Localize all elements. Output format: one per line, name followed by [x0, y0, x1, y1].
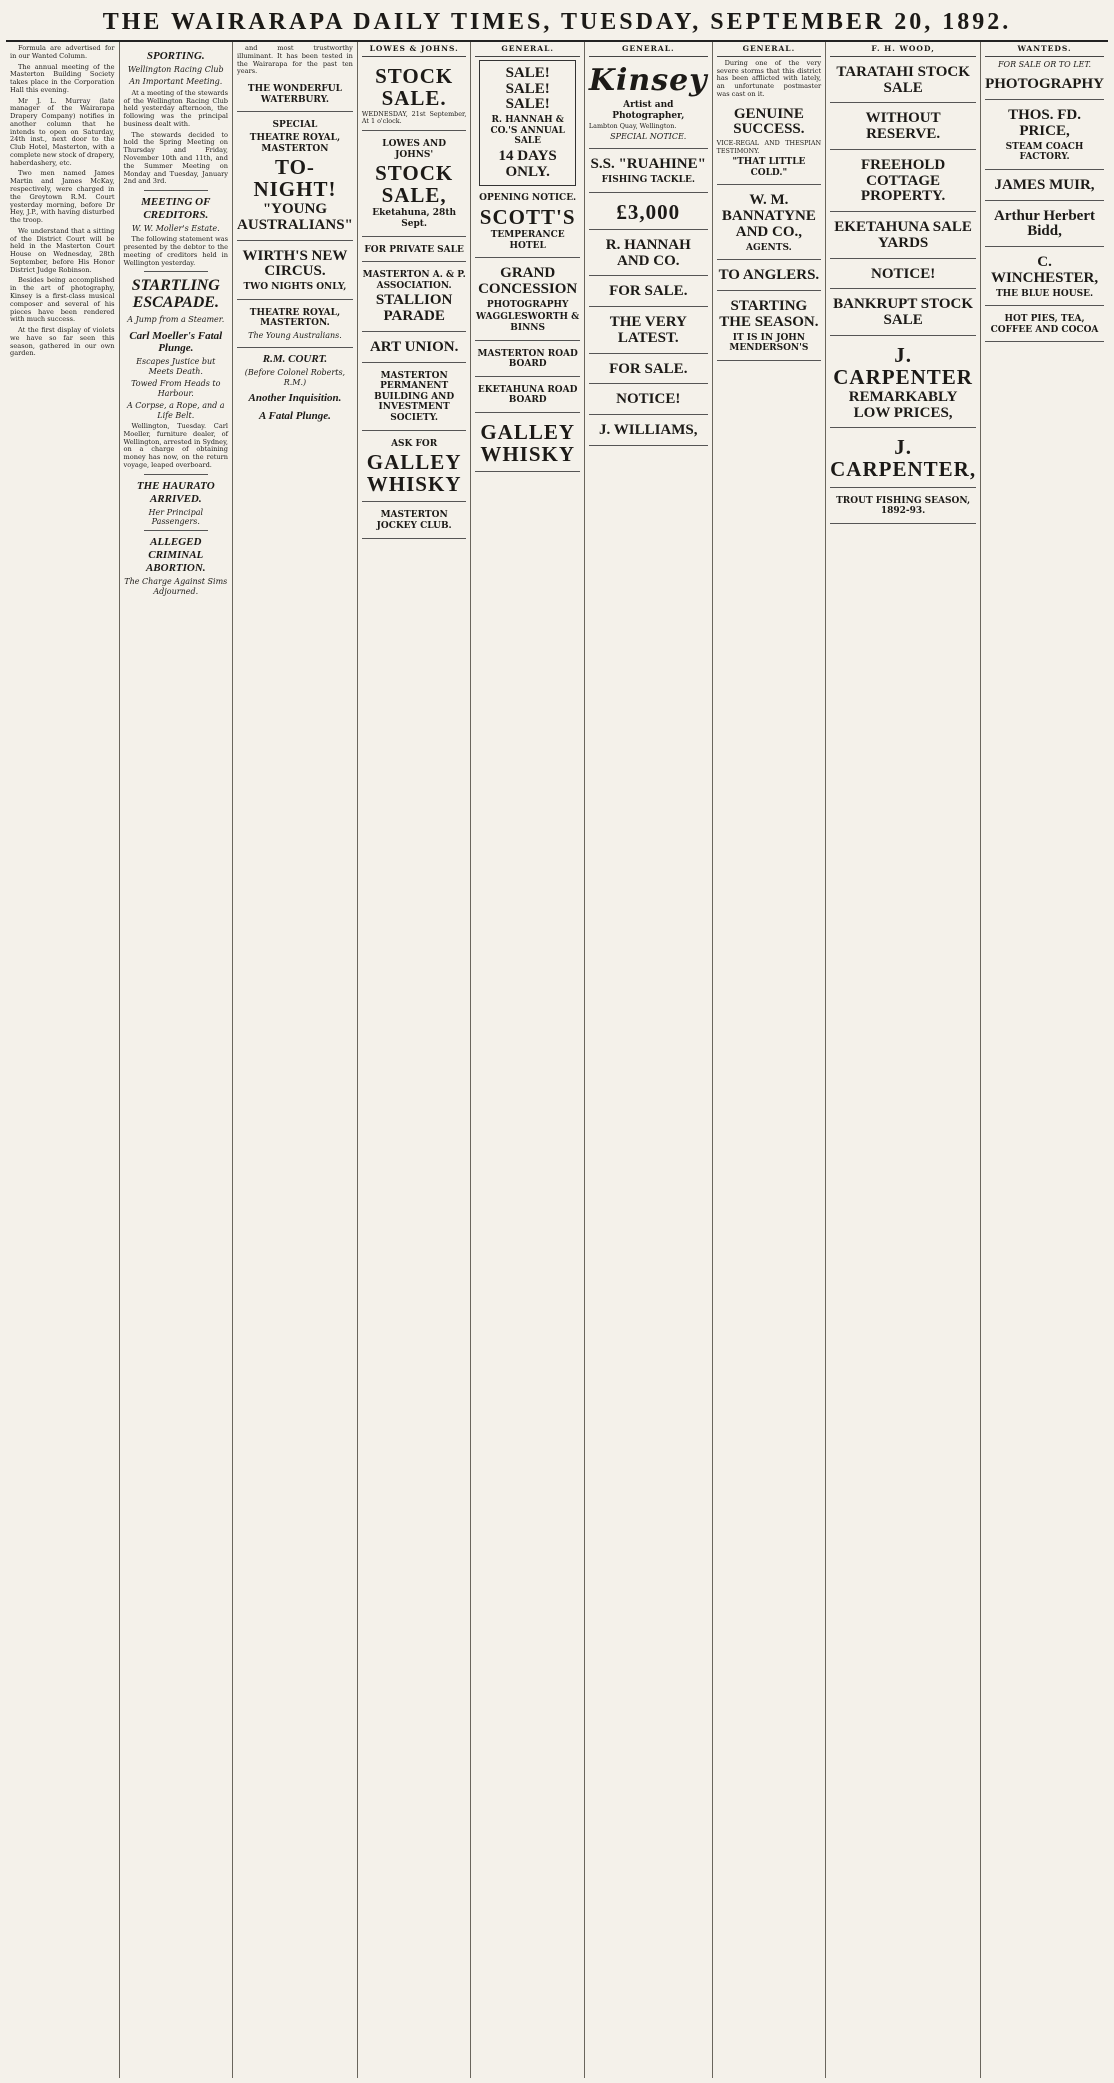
- advertisement: [830, 431, 976, 487]
- advertisement: [237, 303, 353, 349]
- ad-heading: SPECIAL: [272, 120, 318, 131]
- advertisement: [237, 115, 353, 240]
- ad-title: REMARKABLY LOW PRICES,: [848, 388, 958, 421]
- column-2: [120, 42, 234, 2078]
- ad-heading: FOR PRIVATE SALE: [364, 244, 464, 255]
- advertisement: [362, 60, 467, 131]
- paragraph: We understand that a sitting of the District Court will be held in the Masterton Court House on Wednesday, 28th September, before His Honor District Judge Robinson.: [10, 226, 115, 274]
- paragraph: At a meeting of the stewards of the Wellington Racing Club held yesterday afternoon, the following was the principal business dealt with.: [123, 88, 229, 128]
- advertisement: [985, 103, 1104, 170]
- column-header: GENERAL.: [717, 45, 822, 57]
- ad-title: "YOUNG AUSTRALIANS": [237, 201, 353, 233]
- subheadline: The Charge Against Sims Adjourned.: [124, 577, 228, 596]
- ad-title: WITHOUT RESERVE.: [865, 110, 941, 143]
- column-5: [471, 42, 585, 2078]
- ad-heading: FISHING TACKLE.: [601, 175, 695, 186]
- newspaper-title: THE WAIRARAPA DAILY TIMES, TUESDAY, SEPTEMBER 20, 1892.: [102, 9, 1012, 35]
- columns: [6, 42, 1108, 2078]
- ad-heading: STEAM COACH FACTORY.: [1005, 141, 1084, 163]
- ad-subtitle: The Young Australians.: [248, 331, 342, 341]
- masthead: [6, 0, 1108, 42]
- ad-title: Arthur Herbert Bidd,: [994, 207, 1095, 240]
- advertisement: [589, 196, 708, 230]
- ad-subtitle: IT IS IN JOHN MENDERSON'S: [729, 332, 809, 354]
- divider: [144, 474, 209, 475]
- ad-title: FREEHOLD COTTAGE PROPERTY.: [860, 156, 946, 205]
- column-header: LOWES & JOHNS.: [362, 45, 467, 57]
- paragraph: and most trustworthy illuminant. It has been tested in the Wairarapa for the past ten years.: [237, 44, 353, 76]
- ad-title: NOTICE!: [616, 391, 681, 408]
- ad-subtitle: TWO NIGHTS ONLY,: [243, 282, 347, 293]
- advertisement: [589, 418, 708, 446]
- ad-title: J. CARPENTER,: [830, 435, 977, 482]
- column-header: GENERAL.: [589, 45, 708, 57]
- column-7: [713, 42, 827, 2078]
- advertisement: [717, 102, 822, 186]
- column-1: [6, 42, 120, 2078]
- paragraph: The stewards decided to hold the Spring Meeting on Thursday and Friday, November 10th and 11th, and the Summer Meeting on Monday and Tuesday, January 2nd and 3rd.: [123, 130, 229, 186]
- ad-title: ART UNION.: [369, 338, 459, 355]
- ad-heading: LOWES AND JOHNS': [382, 139, 447, 160]
- column-header: GENERAL.: [475, 45, 580, 57]
- ad-title: STOCK SALE,: [375, 161, 454, 208]
- ad-title: W. M. BANNATYNE AND CO.,: [721, 192, 816, 240]
- advertisement: [589, 152, 708, 192]
- headline: Another Inquisition.: [248, 392, 342, 405]
- ad-title: THE VERY LATEST.: [609, 314, 687, 346]
- ad-title: STALLION PARADE: [375, 292, 453, 325]
- advertisement: [830, 60, 976, 104]
- subheadline: An Important Meeting.: [129, 77, 223, 87]
- ad-subtitle: PHOTOGRAPHY: [486, 299, 569, 310]
- ad-title: TARATAHI STOCK SALE: [836, 63, 970, 96]
- ad-title: GALLEY WHISKY: [366, 450, 462, 497]
- ad-text: WEDNESDAY, 21st September, At 1 o'clock.: [361, 109, 467, 126]
- ad-title: STOCK SALE.: [375, 63, 454, 110]
- advertisement: [362, 240, 467, 263]
- ad-title: EKETAHUNA SALE YARDS: [834, 219, 972, 251]
- paragraph: Mr J. L. Murray (late manager of the Wairarapa Drapery Company) notifies in another column that he intends to open on Saturday, 24th inst., next door to the Club Hotel, Masterton, with a complete new stock of drapery, haberdashery, etc.: [10, 96, 115, 167]
- ad-title: GENUINE SUCCESS.: [733, 105, 805, 138]
- ad-subtitle: THE BLUE HOUSE.: [995, 288, 1094, 299]
- ad-text: Lambton Quay, Wellington.: [588, 122, 677, 131]
- advertisement: [479, 60, 576, 187]
- column-9: [981, 42, 1108, 2078]
- ad-title: TO ANGLERS.: [718, 267, 820, 284]
- subheadline: A Jump from a Steamer.: [127, 315, 225, 325]
- ad-subtitle: TEMPERANCE HOTEL: [490, 230, 565, 251]
- ad-venue: THEATRE ROYAL, MASTERTON: [249, 132, 341, 154]
- advertisement: [475, 261, 580, 340]
- paragraph: The annual meeting of the Masterton Building Society takes place in the Corporation Hall this evening.: [10, 62, 115, 94]
- subheadline: (Before Colonel Roberts, R.M.): [244, 368, 346, 387]
- advertisement: [830, 153, 976, 212]
- ad-title: SCOTT'S: [479, 205, 576, 230]
- ad-heading: MASTERTON PERMANENT BUILDING AND INVESTMENT SOCIETY.: [374, 370, 455, 424]
- advertisement: [830, 339, 976, 429]
- advertisement: [985, 173, 1104, 201]
- advertisement: [717, 263, 822, 291]
- paragraph: During one of the very severe storms that this district has been afflicted with lately, an unfortunate postmaster was cast on it.: [716, 58, 822, 98]
- ad-title: £3,000: [616, 199, 681, 224]
- ad-heading: HOT PIES, TEA, COFFEE AND COCOA: [990, 314, 1099, 335]
- ad-title: Kinsey: [588, 62, 708, 98]
- advertisement: [985, 250, 1104, 306]
- divider: [144, 190, 209, 191]
- ad-title: TO-NIGHT!: [253, 155, 337, 202]
- advertisement: [717, 294, 822, 361]
- subheadline: Her Principal Passengers.: [148, 507, 204, 527]
- ad-title: J. WILLIAMS,: [599, 422, 698, 439]
- ad-text: VICE-REGAL AND THESPIAN TESTIMONY.: [716, 139, 822, 155]
- paragraph: At the first display of violets we have so far seen this season, gathered in our own garden.: [10, 326, 115, 358]
- paragraph: Formula are advertised for in our Wanted Column.: [10, 44, 115, 60]
- ad-title: NOTICE!: [871, 265, 936, 282]
- ad-subtitle: SPECIAL NOTICE.: [610, 132, 687, 141]
- headline: R.M. COURT.: [262, 353, 328, 366]
- headline: A Fatal Plunge.: [259, 410, 331, 423]
- column-6: [585, 42, 713, 2078]
- ad-title: SALE! SALE! SALE!: [505, 64, 550, 113]
- advertisement: [830, 292, 976, 336]
- column-4: [358, 42, 472, 2078]
- advertisement: [589, 60, 708, 150]
- advertisement: [985, 72, 1104, 100]
- paragraph: Wellington, Tuesday. Carl Moeller, furniture dealer, of Wellington, arrested in Sydney, on a charge of obtaining money has now, on the return voyage, leaped overboard.: [123, 422, 229, 469]
- advertisement: [589, 357, 708, 385]
- ad-heading: THE WONDERFUL WATERBURY.: [247, 84, 342, 105]
- ad-subtitle: Eketahuna, 28th Sept.: [372, 208, 457, 229]
- ad-heading: TROUT FISHING SEASON, 1892-93.: [836, 495, 971, 517]
- ad-heading: "THAT LITTLE COLD.": [732, 157, 806, 178]
- advertisement: [985, 309, 1104, 342]
- advertisement: [362, 505, 467, 538]
- headline: MEETING OF CREDITORS.: [141, 196, 211, 221]
- ad-title: WIRTH'S NEW CIRCUS.: [242, 247, 348, 280]
- ad-heading: MASTERTON JOCKEY CLUB.: [376, 510, 452, 531]
- ad-heading: OPENING NOTICE.: [479, 193, 577, 204]
- advertisement: [589, 387, 708, 415]
- divider: [144, 530, 209, 531]
- advertisement: [830, 215, 976, 259]
- column-header: WANTEDS.: [985, 45, 1104, 57]
- ad-heading: THEATRE ROYAL, MASTERTON.: [249, 307, 341, 329]
- advertisement: [830, 106, 976, 150]
- ad-heading: WAGGLESWORTH & BINNS: [476, 312, 580, 334]
- ad-subtitle: AGENTS.: [746, 242, 792, 253]
- headline: ALLEGED CRIMINAL ABORTION.: [145, 536, 206, 575]
- advertisement: [362, 134, 467, 237]
- ad-title: S.S. "RUAHINE": [590, 156, 706, 173]
- advertisement: [475, 188, 580, 258]
- ad-title: JAMES MUIR,: [994, 176, 1095, 193]
- ad-title: THOS. FD. PRICE,: [1008, 107, 1081, 139]
- advertisement: [362, 335, 467, 363]
- headline: SPORTING.: [146, 50, 205, 62]
- ad-heading: ASK FOR: [391, 438, 438, 449]
- advertisement: [237, 79, 353, 112]
- paragraph: The following statement was presented by the debtor to the meeting of creditors held in Wellington yesterday.: [123, 235, 229, 267]
- ad-heading: MASTERTON A. & P. ASSOCIATION.: [362, 270, 466, 291]
- advertisement: [475, 344, 580, 377]
- advertisement: [589, 233, 708, 277]
- advertisement: [362, 434, 467, 503]
- ad-title: STARTING THE SEASON.: [719, 298, 819, 330]
- headline: STARTLING ESCAPADE.: [131, 277, 220, 312]
- subheadline: Escapes Justice but Meets Death.: [136, 357, 216, 376]
- ad-title: FOR SALE.: [609, 360, 688, 377]
- advertisement: [237, 244, 353, 300]
- paragraph: Besides being accomplished in the art of photography, Kinsey is a first-class musical composer and several of his pieces have been rendered with much success.: [10, 276, 115, 324]
- subheadline: W. W. Moller's Estate.: [131, 223, 220, 233]
- ad-subtitle: Artist and Photographer,: [612, 100, 685, 121]
- column-3: [233, 42, 358, 2078]
- ad-title: 14 DAYS ONLY.: [498, 147, 557, 180]
- ad-title: C. WINCHESTER,: [990, 254, 1099, 286]
- column-header: F. H. WOOD,: [830, 45, 976, 57]
- ad-title: PHOTOGRAPHY: [985, 76, 1104, 93]
- ad-heading: R. HANNAH & CO.'S ANNUAL SALE: [490, 115, 565, 147]
- ad-heading: MASTERTON ROAD BOARD: [477, 348, 578, 370]
- ad-title: GALLEY WHISKY: [480, 420, 575, 467]
- subheadline: FOR SALE OR TO LET.: [998, 59, 1092, 69]
- advertisement: [475, 416, 580, 472]
- advertisement: [589, 310, 708, 354]
- headline: THE HAURATO ARRIVED.: [136, 479, 215, 505]
- advertisement: [475, 380, 580, 413]
- ad-title: R. HANNAH AND CO.: [605, 236, 691, 269]
- advertisement: [830, 491, 976, 524]
- advertisement: [717, 188, 822, 260]
- ad-title: J. CARPENTER: [833, 342, 973, 389]
- subheadline: Towed From Heads to Harbour.: [131, 379, 221, 398]
- subheadline: A Corpse, a Rope, and a Life Belt.: [126, 401, 225, 420]
- column-8: [826, 42, 981, 2078]
- advertisement: [830, 262, 976, 290]
- advertisement: [362, 265, 467, 332]
- subheadline: Wellington Racing Club: [127, 64, 224, 74]
- ad-title: BANKRUPT STOCK SALE: [833, 296, 974, 329]
- ad-title: GRAND CONCESSION: [478, 265, 578, 298]
- ad-heading: EKETAHUNA ROAD BOARD: [477, 384, 578, 406]
- subheadline: Carl Moeller's Fatal Plunge.: [129, 329, 223, 355]
- ad-title: FOR SALE.: [609, 283, 688, 300]
- advertisement: [589, 279, 708, 307]
- advertisement: [985, 204, 1104, 248]
- divider: [144, 271, 209, 272]
- advertisement: [362, 366, 467, 431]
- paragraph: Two men named James Martin and James McKay, respectively, were charged in the Greytown R.M. Court yesterday morning, before Dr Hey, J.P., with having disturbed the troop.: [10, 169, 115, 225]
